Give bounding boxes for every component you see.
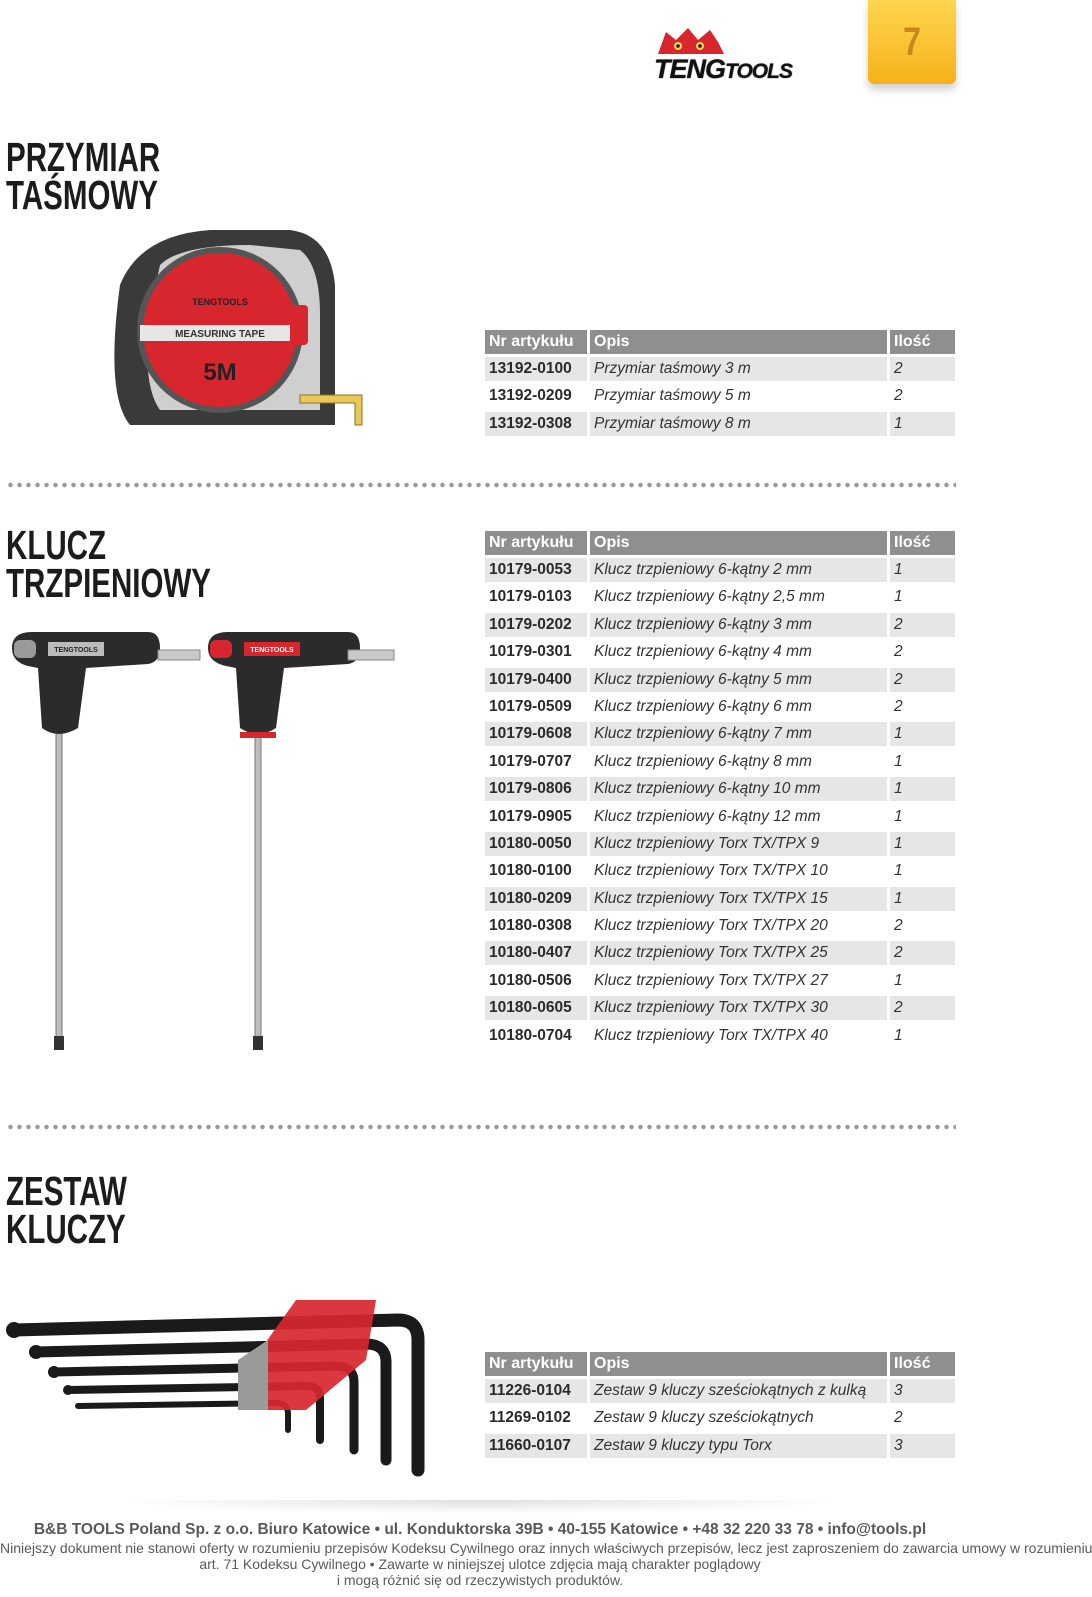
cell-description: Klucz trzpieniowy Torx TX/TPX 25 xyxy=(590,941,887,965)
cell-quantity: 1 xyxy=(890,722,955,746)
cell-article-no: 10179-0707 xyxy=(489,752,572,770)
cell-article-no: 13192-0209 xyxy=(489,387,572,405)
section-heading-hex-key xyxy=(6,522,211,606)
cell-description: Przymiar taśmowy 8 m xyxy=(590,412,887,436)
table-header xyxy=(485,1352,955,1376)
cell-quantity: 2 xyxy=(894,1409,903,1427)
page-number: 7 xyxy=(903,20,921,64)
cell-article-no: 11226-0104 xyxy=(485,1379,587,1403)
table-row xyxy=(485,832,955,856)
table-tape-measure xyxy=(485,330,955,439)
cell-quantity: 2 xyxy=(890,357,955,381)
cell-description: Zestaw 9 kluczy sześciokątnych xyxy=(594,1409,814,1427)
table-header xyxy=(485,531,955,555)
cell-description: Klucz trzpieniowy 6-kątny 3 mm xyxy=(590,613,887,637)
cell-description: Klucz trzpieniowy Torx TX/TPX 9 xyxy=(590,832,887,856)
cell-article-no: 11660-0107 xyxy=(485,1434,587,1458)
heading-line-2: TRZPIENIOWY xyxy=(6,560,211,606)
cell-quantity: 3 xyxy=(890,1434,955,1458)
cell-quantity: 1 xyxy=(890,887,955,911)
cell-article-no: 10180-0050 xyxy=(485,832,587,856)
tape-brand-text: TENGTOOLS xyxy=(192,297,248,307)
table-row xyxy=(485,1434,955,1458)
header-quantity: Ilość xyxy=(890,1352,955,1376)
heading-line-1: PRZYMIAR xyxy=(6,134,161,180)
key-set-image xyxy=(6,1300,446,1490)
table-row xyxy=(485,805,955,829)
header-description: Opis xyxy=(590,531,887,555)
cell-quantity: 3 xyxy=(890,1379,955,1403)
cell-description: Klucz trzpieniowy 6-kątny 12 mm xyxy=(594,807,821,825)
table-row xyxy=(485,412,955,436)
footer-disclaimer-3: i mogą różnić się od rzeczywistych produktów. xyxy=(336,1572,624,1588)
t-handle-keys-image xyxy=(8,628,408,1058)
cell-description: Klucz trzpieniowy 6-kątny 6 mm xyxy=(594,697,812,715)
cell-quantity: 1 xyxy=(894,588,903,606)
table-row xyxy=(485,695,955,719)
cell-article-no: 10179-0103 xyxy=(489,588,572,606)
table-row xyxy=(485,1024,955,1048)
cell-quantity: 1 xyxy=(894,752,903,770)
cell-quantity: 1 xyxy=(890,777,955,801)
table-hex-keys xyxy=(485,531,955,1051)
cell-description: Klucz trzpieniowy 6-kątny 10 mm xyxy=(590,777,887,801)
cell-article-no: 13192-0308 xyxy=(485,412,587,436)
cell-description: Klucz trzpieniowy Torx TX/TPX 10 xyxy=(594,862,828,880)
table-row xyxy=(485,914,955,938)
cell-article-no: 10180-0506 xyxy=(489,971,572,989)
cell-description: Klucz trzpieniowy Torx TX/TPX 30 xyxy=(590,996,887,1020)
cell-quantity: 1 xyxy=(894,862,903,880)
cell-article-no: 10180-0704 xyxy=(489,1026,572,1044)
cell-quantity: 2 xyxy=(890,668,955,692)
header-article-no: Nr artykułu xyxy=(485,531,587,555)
section-heading-key-set xyxy=(6,1168,127,1252)
logo-text-main: TENG xyxy=(654,54,726,84)
header-quantity: Ilość xyxy=(890,531,955,555)
cell-article-no: 11269-0102 xyxy=(489,1409,571,1427)
cell-description: Zestaw 9 kluczy sześciokątnych z kulką xyxy=(590,1379,887,1403)
tape-measure-image xyxy=(100,225,380,445)
cell-description: Przymiar taśmowy 3 m xyxy=(590,357,887,381)
footer-disclaimer-1: Niniejszy dokument nie stanowi oferty w rozumieniu przepisów Kodeksu Cywilnego oraz innych właściwych przepisów, lecz jest zaproszeniem do zawarcia umowy w rozumieniu xyxy=(0,1540,1092,1556)
cell-description: Klucz trzpieniowy 6-kątny 8 mm xyxy=(594,752,812,770)
cell-quantity: 2 xyxy=(890,941,955,965)
cell-description: Klucz trzpieniowy Torx TX/TPX 15 xyxy=(590,887,887,911)
table-row xyxy=(485,585,955,609)
table-row xyxy=(485,640,955,664)
cell-article-no: 10179-0202 xyxy=(485,613,587,637)
heading-line-2: KLUCZY xyxy=(6,1206,126,1252)
page-number-tab xyxy=(868,0,956,84)
table-row xyxy=(485,722,955,746)
cell-article-no: 10179-0301 xyxy=(489,643,572,661)
table-row xyxy=(485,558,955,582)
cell-article-no: 10179-0053 xyxy=(485,558,587,582)
cell-quantity: 1 xyxy=(894,807,903,825)
cell-description: Zestaw 9 kluczy typu Torx xyxy=(590,1434,887,1458)
cell-quantity: 1 xyxy=(894,971,903,989)
cell-quantity: 1 xyxy=(890,832,955,856)
cell-quantity: 2 xyxy=(894,643,903,661)
cell-quantity: 1 xyxy=(894,1026,903,1044)
table-row xyxy=(485,777,955,801)
cell-description: Klucz trzpieniowy Torx TX/TPX 40 xyxy=(594,1026,828,1044)
devil-mascot-icon xyxy=(656,26,726,56)
heading-line-1: ZESTAW xyxy=(6,1168,127,1214)
header-description: Opis xyxy=(590,330,887,354)
table-row xyxy=(485,996,955,1020)
table-row xyxy=(485,859,955,883)
handle-label-right: TENGTOOLS xyxy=(250,647,294,654)
table-row xyxy=(485,750,955,774)
header-article-no: Nr artykułu xyxy=(485,330,587,354)
cell-article-no: 10179-0806 xyxy=(485,777,587,801)
footer-disclaimer-2: art. 71 Kodeksu Cywilnego • Zawarte w niniejszej ulotce zdjęcia mają charakter poglądowy xyxy=(199,1556,761,1572)
cell-article-no: 13192-0100 xyxy=(485,357,587,381)
footer-company-info: B&B TOOLS Poland Sp. z o.o. Biuro Katowice • ul. Konduktorska 39B • 40-155 Katowice • +48 32 220 33 78 • info@tools.pl xyxy=(33,1521,927,1538)
table-row xyxy=(485,1406,955,1430)
logo-text-sub: TOOLS xyxy=(725,60,792,83)
cell-quantity: 2 xyxy=(894,917,903,935)
header-article-no: Nr artykułu xyxy=(485,1352,587,1376)
cell-quantity: 1 xyxy=(890,412,955,436)
cell-description: Klucz trzpieniowy 6-kątny 5 mm xyxy=(590,668,887,692)
tape-band-text: MEASURING TAPE xyxy=(175,329,265,340)
dotted-separator xyxy=(6,1124,956,1130)
cell-article-no: 10180-0308 xyxy=(489,917,572,935)
table-header xyxy=(485,330,955,354)
cell-description: Przymiar taśmowy 5 m xyxy=(594,387,751,405)
handle-label-left: TENGTOOLS xyxy=(54,647,98,654)
section-heading-tape xyxy=(6,134,161,218)
cell-quantity: 2 xyxy=(890,996,955,1020)
cell-description: Klucz trzpieniowy Torx TX/TPX 27 xyxy=(594,971,828,989)
cell-article-no: 10179-0608 xyxy=(485,722,587,746)
cell-article-no: 10180-0407 xyxy=(485,941,587,965)
cell-article-no: 10179-0509 xyxy=(489,697,572,715)
cell-quantity: 2 xyxy=(894,387,903,405)
table-row xyxy=(485,357,955,381)
cell-description: Klucz trzpieniowy Torx TX/TPX 20 xyxy=(594,917,828,935)
table-row xyxy=(485,384,955,408)
cell-description: Klucz trzpieniowy 6-kątny 2,5 mm xyxy=(594,588,825,606)
cell-description: Klucz trzpieniowy 6-kątny 7 mm xyxy=(590,722,887,746)
cell-article-no: 10179-0905 xyxy=(489,807,572,825)
tengtools-logo xyxy=(654,26,812,84)
header-quantity: Ilość xyxy=(890,330,955,354)
table-row xyxy=(485,887,955,911)
cell-quantity: 2 xyxy=(894,697,903,715)
table-row xyxy=(485,941,955,965)
cell-article-no: 10180-0100 xyxy=(489,862,572,880)
header-description: Opis xyxy=(590,1352,887,1376)
table-row xyxy=(485,668,955,692)
table-row xyxy=(485,969,955,993)
cell-article-no: 10180-0605 xyxy=(485,996,587,1020)
heading-line-2: TAŚMOWY xyxy=(6,172,158,218)
cell-quantity: 2 xyxy=(890,613,955,637)
footer-shadow xyxy=(110,1500,850,1514)
cell-description: Klucz trzpieniowy 6-kątny 2 mm xyxy=(590,558,887,582)
table-row xyxy=(485,1379,955,1403)
cell-quantity: 1 xyxy=(890,558,955,582)
cell-article-no: 10179-0400 xyxy=(485,668,587,692)
cell-article-no: 10180-0209 xyxy=(485,887,587,911)
heading-line-1: KLUCZ xyxy=(6,522,107,568)
dotted-separator xyxy=(6,482,956,488)
table-row xyxy=(485,613,955,637)
cell-description: Klucz trzpieniowy 6-kątny 4 mm xyxy=(594,643,812,661)
table-key-sets xyxy=(485,1352,955,1461)
tape-size-text: 5M xyxy=(203,359,237,386)
